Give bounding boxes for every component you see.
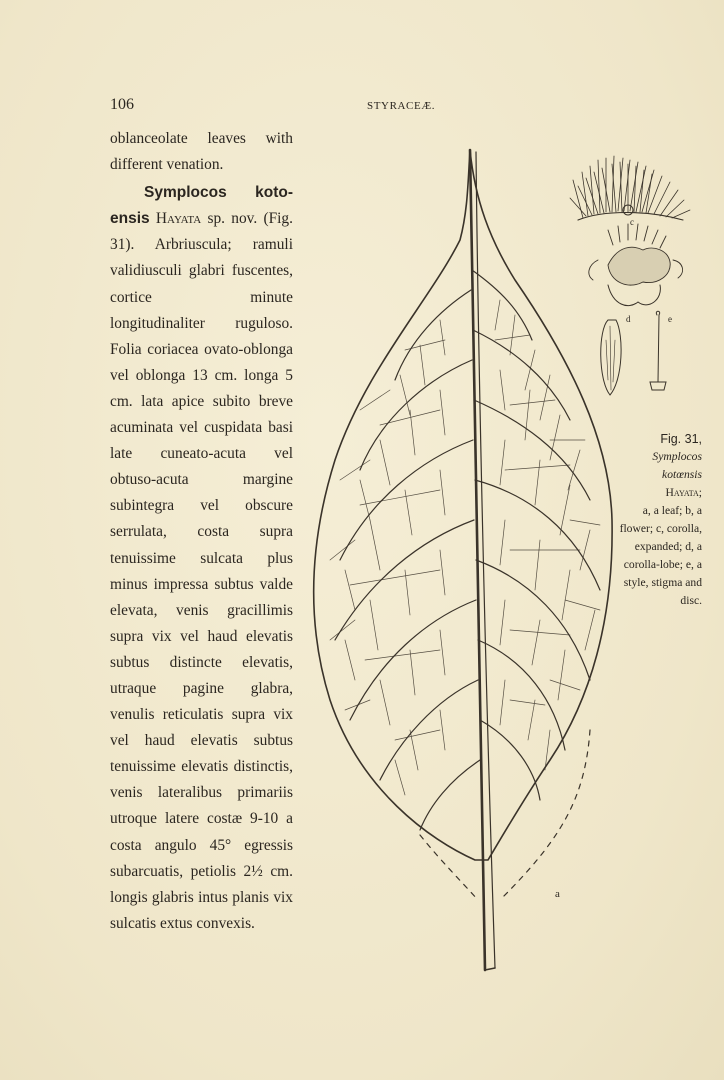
figure-reference: (Fig. 31). — [110, 210, 293, 254]
corolla-lobe-drawing — [601, 320, 621, 395]
continued-text: oblanceolate leaves with different venation. — [110, 130, 293, 174]
leaf-petiole-end — [485, 968, 495, 970]
figure-caption — [616, 430, 702, 610]
label-e: e — [668, 314, 672, 324]
style-stigma-disc-drawing — [650, 311, 666, 390]
label-a: a — [555, 888, 560, 900]
figure-species: Symplocos kotœnsis — [652, 450, 702, 481]
species-description — [110, 180, 293, 937]
flower-drawing — [589, 224, 683, 306]
figure-legend: a, a leaf; b, a flower; c, corolla, expanded; d, a corolla-lobe; e, a style, stigma and disc. — [619, 504, 702, 607]
latin-description: Arbriuscula; ramuli validiusculi glabri fuscentes, cortice minute longitudinaliter ruguloso. Folia coriacea ovato-oblonga vel oblonga 13 cm. longa 5 cm. lata apice subito breve acuminata vel cuspidata basi late cuneato-acuta vel obtuso-acuta margine subintegra vel obscure serrulata, costa supra tenuissime sulcata plus minus impressa subtus valde elevata, venis gracillimis supra vix vel haud elevatis subtus distincte elevatis, utraque pagine glabra, venulis reticulatis supra vix vel haud elevatis subtus tenuissime elevatis distinctis, venis lateralibus primariis utroque latere costæ 9-10 a costa angulo 45° egressis subarcuatis, petiolis 2½ cm. longis glabris intus planis vix sulcatis extus convexis. — [110, 236, 293, 932]
page-number: 106 — [110, 96, 134, 113]
figure-author: Hayata; — [665, 486, 702, 499]
running-header: STYRACEÆ. — [367, 100, 436, 112]
figure-number: Fig. 31, — [660, 432, 702, 446]
leaf-dashed-outline — [500, 730, 590, 900]
species-name: Symplocos koto-ensis — [110, 184, 293, 228]
species-author: Hayata — [155, 210, 202, 228]
label-d: d — [626, 314, 631, 324]
label-c: c — [630, 217, 634, 227]
text-column — [110, 126, 293, 937]
corolla-expanded-drawing — [570, 156, 690, 220]
flower-detail-illustrations — [568, 150, 698, 400]
species-status: sp. nov. — [207, 210, 258, 228]
